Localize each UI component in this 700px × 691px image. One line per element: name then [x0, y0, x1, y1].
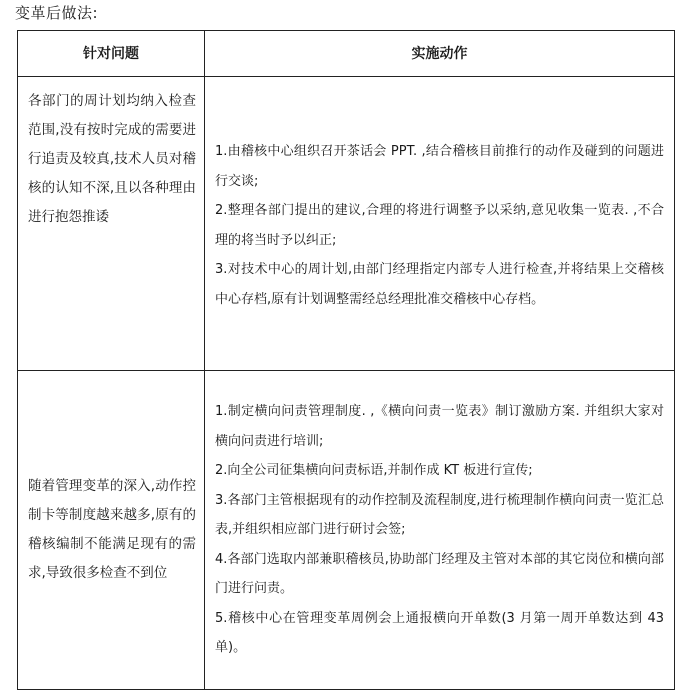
- issue-cell: 随着管理变革的深入,动作控制卡等制度越来越多,原有的稽核编制不能满足现有的需求,导致很多检查不到位: [18, 371, 205, 690]
- action-item: 1.由稽核中心组织召开茶话会 PPT. ,结合稽核目前推行的动作及碰到的问题进行交谈;: [215, 144, 664, 189]
- action-item: 4.各部门选取内部兼职稽核员,协助部门经理及主管对本部的其它岗位和横向部门进行问责。: [215, 551, 664, 597]
- table-header-row: [18, 31, 675, 77]
- table-row: [18, 371, 675, 690]
- action-cell: [205, 77, 675, 371]
- action-list: [215, 397, 664, 663]
- action-item: 2.向全公司征集横向问责标语,并制作成 KT 板进行宣传;: [215, 463, 533, 479]
- table-row: [18, 77, 675, 371]
- page-heading: 变革后做法:: [15, 4, 99, 22]
- header-issue: 针对问题: [18, 31, 205, 77]
- header-action: 实施动作: [205, 31, 675, 77]
- reform-table: [17, 30, 675, 690]
- action-cell: [205, 371, 675, 690]
- action-item: 3.对技术中心的周计划,由部门经理指定内部专人进行检查,并将结果上交稽核中心存档,原有计划调整需经总经理批准交稽核中心存档。: [215, 262, 664, 307]
- reform-table-container: [17, 30, 674, 690]
- issue-cell: 各部门的周计划均纳入检查范围,没有按时完成的需要进行追责及较真,技术人员对稽核的认知不深,且以各种理由进行抱怨推诿: [18, 77, 205, 371]
- action-item: 1.制定横向问责管理制度. ,《横向问责一览表》制订激励方案. 并组织大家对横向问责进行培训;: [215, 404, 664, 449]
- action-list: [215, 137, 664, 314]
- action-item: 3.各部门主管根据现有的动作控制及流程制度,进行梳理制作横向问责一览汇总表,并组织相应部门进行研讨会签;: [215, 492, 664, 538]
- action-item: 5.稽核中心在管理变革周例会上通报横向开单数(3 月第一周开单数达到 43 单)。: [215, 610, 664, 656]
- action-item: 2.整理各部门提出的建议,合理的将进行调整予以采纳,意见收集一览表. ,不合理的将当时予以纠正;: [215, 203, 664, 248]
